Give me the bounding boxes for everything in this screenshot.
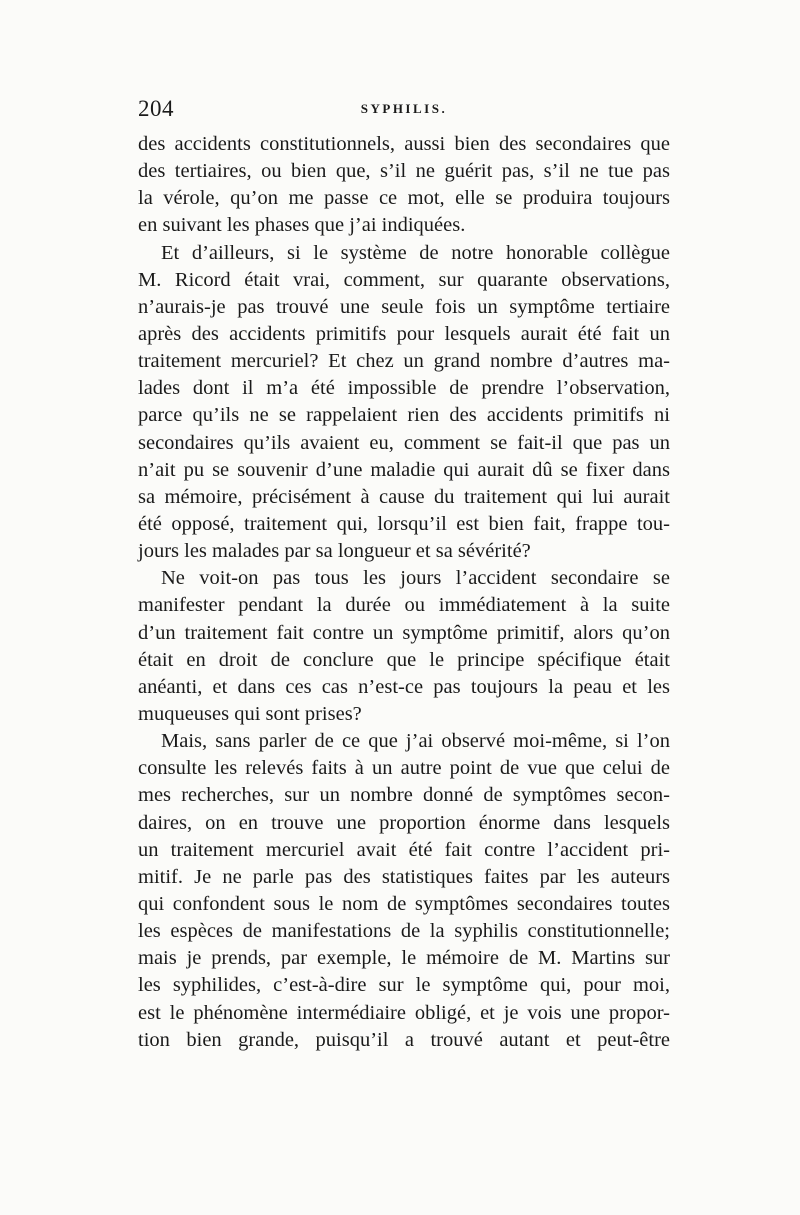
text-line: après des accidents primitifs pour lesquels aurait été fait un (138, 322, 670, 345)
text-line: mitif. Je ne parle pas des statistiques faites par les auteurs (138, 865, 670, 888)
text-line: été opposé, traitement qui, lorsqu’il est bien fait, frappe tou- (138, 512, 670, 535)
text-line: n’ait pu se souvenir d’une maladie qui aurait dû se fixer dans (138, 458, 670, 481)
text-line: Ne voit-on pas tous les jours l’accident secondaire se (161, 567, 670, 590)
text-line: la vérole, qu’on me passe ce mot, elle se produira toujours (138, 187, 670, 210)
text-line: sa mémoire, précisément à cause du traitement qui lui aurait (138, 485, 670, 508)
text-line: qui confondent sous le nom de symptômes secondaires toutes (138, 892, 670, 915)
text-line: un traitement mercuriel avait été fait contre l’accident pri- (138, 838, 670, 861)
text-line: manifester pendant la durée ou immédiatement à la suite (138, 594, 670, 617)
text-line: Mais, sans parler de ce que j’ai observé moi-même, si l’on (161, 730, 670, 753)
running-head: SYPHILIS. (360, 101, 448, 116)
text-line: muqueuses qui sont prises? (138, 702, 362, 725)
text-line: était en droit de conclure que le principe spécifique était (138, 648, 670, 671)
text-line: tion bien grande, puisqu’il a trouvé autant et peut-être (138, 1028, 670, 1051)
page-header (138, 96, 670, 126)
text-line: mes recherches, sur un nombre donné de symptômes secon- (138, 784, 670, 807)
text-line: en suivant les phases que j’ai indiquées. (138, 214, 466, 237)
page-number: 204 (138, 96, 174, 121)
text-line: consulte les relevés faits à un autre point de vue que celui de (138, 757, 670, 780)
text-line: est le phénomène intermédiaire obligé, et je vois une propor- (138, 1001, 670, 1024)
text-line: traitement mercuriel? Et chez un grand nombre d’autres ma- (138, 350, 670, 373)
text-line: lades dont il m’a été impossible de prendre l’observation, (138, 377, 670, 400)
text-line: M. Ricord était vrai, comment, sur quarante observations, (138, 268, 670, 291)
text-line: parce qu’ils ne se rappelaient rien des accidents primitifs ni (138, 404, 670, 427)
text-line: Et d’ailleurs, si le système de notre honorable collègue (161, 241, 670, 264)
text-line: des accidents constitutionnels, aussi bien des secondaires que (138, 133, 670, 155)
text-line: anéanti, et dans ces cas n’est-ce pas toujours la peau et les (138, 675, 670, 698)
text-line: daires, on en trouve une proportion énorme dans lesquels (138, 811, 670, 834)
body-text (138, 131, 670, 1054)
text-line: mais je prends, par exemple, le mémoire de M. Martins sur (138, 947, 670, 970)
text-line: jours les malades par sa longueur et sa sévérité? (138, 540, 531, 563)
text-line: des tertiaires, ou bien que, s’il ne guérit pas, s’il ne tue pas (138, 160, 670, 183)
text-line: les espèces de manifestations de la syphilis constitutionnelle; (138, 920, 670, 943)
text-line: n’aurais-je pas trouvé une seule fois un symptôme tertiaire (138, 295, 670, 318)
text-line: secondaires qu’ils avaient eu, comment se fait-il que pas un (138, 431, 670, 454)
text-line: les syphilides, c’est-à-dire sur le symptôme qui, pour moi, (138, 974, 670, 997)
text-line: d’un traitement fait contre un symptôme primitif, alors qu’on (138, 621, 670, 644)
